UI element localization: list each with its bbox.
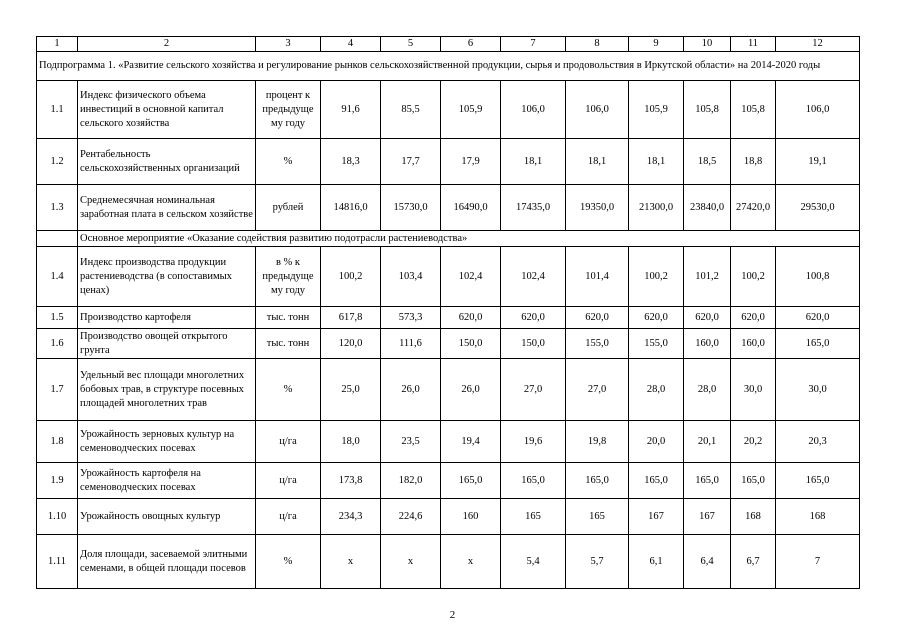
row-number: 1.8 [37, 421, 78, 463]
value-cell: x [441, 535, 501, 589]
table-row [37, 185, 860, 231]
value-cell: 105,8 [731, 81, 776, 139]
value-cell: 224,6 [381, 499, 441, 535]
value-cell: 18,1 [629, 139, 684, 185]
value-cell: 165,0 [776, 463, 860, 499]
value-cell: 19,1 [776, 139, 860, 185]
header-cell: 9 [629, 37, 684, 52]
header-cell: 2 [78, 37, 256, 52]
indicator-name: Среднемесячная номинальная заработная плата в сельском хозяйстве [78, 185, 256, 231]
indicator-name: Индекс физического объема инвестиций в основной капитал сельского хозяйства [78, 81, 256, 139]
page-number: 2 [449, 609, 456, 621]
value-cell: 23,5 [381, 421, 441, 463]
value-cell: 5,7 [566, 535, 629, 589]
row-number: 1.6 [37, 329, 78, 359]
unit: % [256, 359, 321, 421]
value-cell: 101,2 [684, 247, 731, 307]
value-cell: 168 [731, 499, 776, 535]
header-cell: 7 [501, 37, 566, 52]
value-cell: 105,9 [441, 81, 501, 139]
value-cell: 26,0 [441, 359, 501, 421]
header-row [37, 37, 860, 52]
table-row [37, 463, 860, 499]
indicator-name: Удельный вес площади многолетних бобовых трав, в структуре посевных площадей многолетних трав [78, 359, 256, 421]
value-cell: 165,0 [501, 463, 566, 499]
value-cell: 27420,0 [731, 185, 776, 231]
value-cell: 6,1 [629, 535, 684, 589]
subprogram-title: Подпрограмма 1. «Развитие сельского хозяйства и регулирование рынков сельскохозяйственной продукции, сырья и продовольствия в Иркутской области» на 2014-2020 годы [37, 52, 860, 81]
value-cell: 105,8 [684, 81, 731, 139]
value-cell: 620,0 [629, 307, 684, 329]
value-cell: 173,8 [321, 463, 381, 499]
table-row [37, 499, 860, 535]
value-cell: 620,0 [441, 307, 501, 329]
value-cell: 20,3 [776, 421, 860, 463]
unit: ц/га [256, 499, 321, 535]
value-cell: 15730,0 [381, 185, 441, 231]
unit: ц/га [256, 463, 321, 499]
value-cell: 18,1 [501, 139, 566, 185]
value-cell: 6,7 [731, 535, 776, 589]
header-cell: 6 [441, 37, 501, 52]
value-cell: 85,5 [381, 81, 441, 139]
value-cell: 21300,0 [629, 185, 684, 231]
value-cell: 165,0 [629, 463, 684, 499]
value-cell: 165,0 [441, 463, 501, 499]
value-cell: 150,0 [501, 329, 566, 359]
indicator-name: Производство овощей открытого грунта [78, 329, 256, 359]
table-row [37, 247, 860, 307]
value-cell: 111,6 [381, 329, 441, 359]
value-cell: 102,4 [501, 247, 566, 307]
value-cell: 6,4 [684, 535, 731, 589]
value-cell: 168 [776, 499, 860, 535]
value-cell: 29530,0 [776, 185, 860, 231]
row-number: 1.4 [37, 247, 78, 307]
value-cell: 16490,0 [441, 185, 501, 231]
value-cell: 120,0 [321, 329, 381, 359]
row-number: 1.1 [37, 81, 78, 139]
indicator-name: Урожайность зерновых культур на семеноводческих посевах [78, 421, 256, 463]
table-row [37, 421, 860, 463]
value-cell: 102,4 [441, 247, 501, 307]
header-cell: 1 [37, 37, 78, 52]
unit: процент к предыдуще му году [256, 81, 321, 139]
value-cell: 620,0 [684, 307, 731, 329]
value-cell: 160,0 [731, 329, 776, 359]
value-cell: 19,8 [566, 421, 629, 463]
value-cell: 106,0 [501, 81, 566, 139]
value-cell: 167 [684, 499, 731, 535]
table-row [37, 307, 860, 329]
value-cell: 18,1 [566, 139, 629, 185]
value-cell: 14816,0 [321, 185, 381, 231]
indicator-name: Индекс производства продукции растениеводства (в сопоставимых ценах) [78, 247, 256, 307]
unit: % [256, 139, 321, 185]
value-cell: 617,8 [321, 307, 381, 329]
table-row [37, 81, 860, 139]
header-cell: 8 [566, 37, 629, 52]
indicator-name: Урожайность картофеля на семеноводческих посевах [78, 463, 256, 499]
value-cell: 620,0 [776, 307, 860, 329]
value-cell: 234,3 [321, 499, 381, 535]
value-cell: 7 [776, 535, 860, 589]
value-cell: 23840,0 [684, 185, 731, 231]
value-cell: 160 [441, 499, 501, 535]
unit: ц/га [256, 421, 321, 463]
header-cell: 4 [321, 37, 381, 52]
value-cell: 100,2 [629, 247, 684, 307]
value-cell: 165 [501, 499, 566, 535]
value-cell: 573,3 [381, 307, 441, 329]
value-cell: 620,0 [731, 307, 776, 329]
value-cell: 20,0 [629, 421, 684, 463]
unit: % [256, 535, 321, 589]
header-cell: 10 [684, 37, 731, 52]
value-cell: 27,0 [566, 359, 629, 421]
value-cell: 106,0 [776, 81, 860, 139]
value-cell: 620,0 [566, 307, 629, 329]
value-cell: 30,0 [776, 359, 860, 421]
value-cell: 101,4 [566, 247, 629, 307]
value-cell: 106,0 [566, 81, 629, 139]
value-cell: 25,0 [321, 359, 381, 421]
row-number: 1.9 [37, 463, 78, 499]
value-cell: 18,3 [321, 139, 381, 185]
value-cell: 17,9 [441, 139, 501, 185]
value-cell: 155,0 [629, 329, 684, 359]
value-cell: 19,4 [441, 421, 501, 463]
header-cell: 12 [776, 37, 860, 52]
value-cell: 160,0 [684, 329, 731, 359]
row-number: 1.5 [37, 307, 78, 329]
value-cell: 19,6 [501, 421, 566, 463]
section-row [37, 231, 860, 247]
value-cell: 20,1 [684, 421, 731, 463]
value-cell: 26,0 [381, 359, 441, 421]
row-number: 1.10 [37, 499, 78, 535]
value-cell: 165,0 [566, 463, 629, 499]
value-cell: 5,4 [501, 535, 566, 589]
value-cell: 100,2 [731, 247, 776, 307]
value-cell: 167 [629, 499, 684, 535]
value-cell: 165,0 [684, 463, 731, 499]
value-cell: x [321, 535, 381, 589]
header-cell: 11 [731, 37, 776, 52]
value-cell: 91,6 [321, 81, 381, 139]
subprogram-row [37, 52, 860, 81]
empty-cell [37, 231, 78, 247]
unit: тыс. тонн [256, 307, 321, 329]
indicator-name: Урожайность овощных культур [78, 499, 256, 535]
header-cell: 3 [256, 37, 321, 52]
indicator-name: Рентабельность сельскохозяйственных организаций [78, 139, 256, 185]
value-cell: 105,9 [629, 81, 684, 139]
table-row [37, 139, 860, 185]
value-cell: 165,0 [731, 463, 776, 499]
value-cell: 100,8 [776, 247, 860, 307]
unit: в % к предыдуще му году [256, 247, 321, 307]
value-cell: 20,2 [731, 421, 776, 463]
value-cell: 103,4 [381, 247, 441, 307]
value-cell: 17,7 [381, 139, 441, 185]
value-cell: 620,0 [501, 307, 566, 329]
row-number: 1.7 [37, 359, 78, 421]
indicator-name: Доля площади, засеваемой элитными семенами, в общей площади посевов [78, 535, 256, 589]
value-cell: 18,0 [321, 421, 381, 463]
row-number: 1.11 [37, 535, 78, 589]
value-cell: x [381, 535, 441, 589]
indicators-table [36, 36, 860, 589]
value-cell: 27,0 [501, 359, 566, 421]
value-cell: 18,5 [684, 139, 731, 185]
value-cell: 17435,0 [501, 185, 566, 231]
table-row [37, 535, 860, 589]
unit: рублей [256, 185, 321, 231]
value-cell: 19350,0 [566, 185, 629, 231]
value-cell: 18,8 [731, 139, 776, 185]
value-cell: 100,2 [321, 247, 381, 307]
row-number: 1.2 [37, 139, 78, 185]
row-number: 1.3 [37, 185, 78, 231]
value-cell: 155,0 [566, 329, 629, 359]
value-cell: 28,0 [684, 359, 731, 421]
value-cell: 150,0 [441, 329, 501, 359]
indicator-name: Производство картофеля [78, 307, 256, 329]
value-cell: 30,0 [731, 359, 776, 421]
value-cell: 165 [566, 499, 629, 535]
table-row [37, 329, 860, 359]
header-cell: 5 [381, 37, 441, 52]
value-cell: 165,0 [776, 329, 860, 359]
value-cell: 182,0 [381, 463, 441, 499]
table-row [37, 359, 860, 421]
value-cell: 28,0 [629, 359, 684, 421]
unit: тыс. тонн [256, 329, 321, 359]
section-title: Основное мероприятие «Оказание содействия развитию подотрасли растениеводства» [78, 231, 860, 247]
